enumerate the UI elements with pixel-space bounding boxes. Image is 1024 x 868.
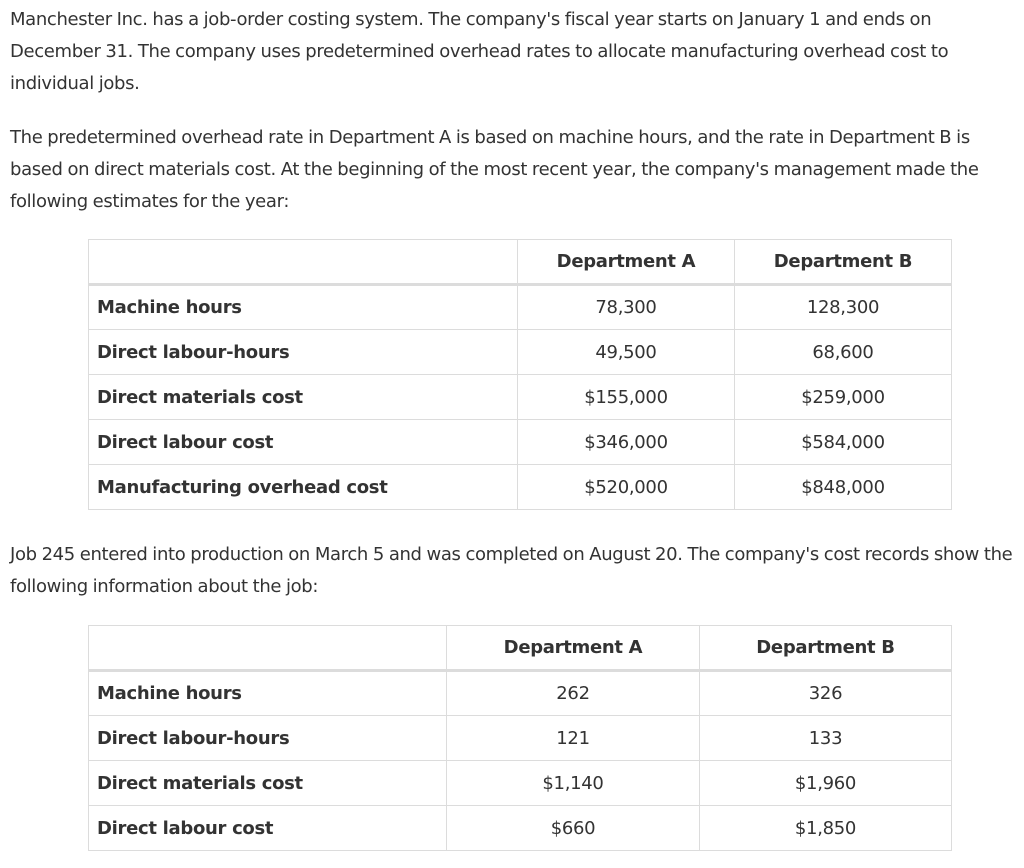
row-label: Direct materials cost xyxy=(89,761,447,806)
table-header-row xyxy=(89,240,952,285)
table-row xyxy=(89,806,952,851)
dept-a-value: 121 xyxy=(447,716,700,761)
job-paragraph: Job 245 entered into production on March 5 and was completed on August 20. The company's cost records show the following information about the job: xyxy=(10,544,1013,597)
dept-a-value: $1,140 xyxy=(447,761,700,806)
intro-paragraph: Manchester Inc. has a job-order costing system. The company's fiscal year starts on January 1 and ends on December 31. The company uses predetermined overhead rates to allocate manufacturing overhead cost to individual jobs. xyxy=(10,9,949,94)
dept-a-value: $520,000 xyxy=(518,465,735,510)
dept-a-value: 262 xyxy=(447,671,700,716)
row-label: Direct materials cost xyxy=(89,375,518,420)
dept-b-value: 133 xyxy=(700,716,952,761)
header-department-b: Department B xyxy=(700,626,952,671)
table-row xyxy=(89,465,952,510)
dept-a-value: 78,300 xyxy=(518,285,735,330)
estimates-table xyxy=(88,239,952,510)
job-table xyxy=(88,625,952,851)
dept-b-value: 68,600 xyxy=(735,330,952,375)
dept-b-value: $584,000 xyxy=(735,420,952,465)
dept-b-value: $259,000 xyxy=(735,375,952,420)
table-row xyxy=(89,716,952,761)
dept-b-value: $1,850 xyxy=(700,806,952,851)
rates-paragraph: The predetermined overhead rate in Department A is based on machine hours, and the rate in Department B is based on direct materials cost. At the beginning of the most recent year, the company's management made the following estimates for the year: xyxy=(10,127,979,212)
dept-a-value: $155,000 xyxy=(518,375,735,420)
table-row xyxy=(89,330,952,375)
table-row xyxy=(89,375,952,420)
row-label: Direct labour cost xyxy=(89,420,518,465)
table-row xyxy=(89,285,952,330)
dept-b-value: $1,960 xyxy=(700,761,952,806)
header-empty-cell xyxy=(89,626,447,671)
dept-b-value: 128,300 xyxy=(735,285,952,330)
header-department-a: Department A xyxy=(447,626,700,671)
header-department-a: Department A xyxy=(518,240,735,285)
row-label: Machine hours xyxy=(89,671,447,716)
row-label: Direct labour-hours xyxy=(89,716,447,761)
dept-a-value: 49,500 xyxy=(518,330,735,375)
dept-b-value: 326 xyxy=(700,671,952,716)
dept-a-value: $660 xyxy=(447,806,700,851)
row-label: Direct labour cost xyxy=(89,806,447,851)
row-label: Machine hours xyxy=(89,285,518,330)
table-row xyxy=(89,761,952,806)
table-row xyxy=(89,420,952,465)
dept-b-value: $848,000 xyxy=(735,465,952,510)
dept-a-value: $346,000 xyxy=(518,420,735,465)
table-row xyxy=(89,671,952,716)
row-label: Direct labour-hours xyxy=(89,330,518,375)
row-label: Manufacturing overhead cost xyxy=(89,465,518,510)
header-empty-cell xyxy=(89,240,518,285)
header-department-b: Department B xyxy=(735,240,952,285)
table-header-row xyxy=(89,626,952,671)
